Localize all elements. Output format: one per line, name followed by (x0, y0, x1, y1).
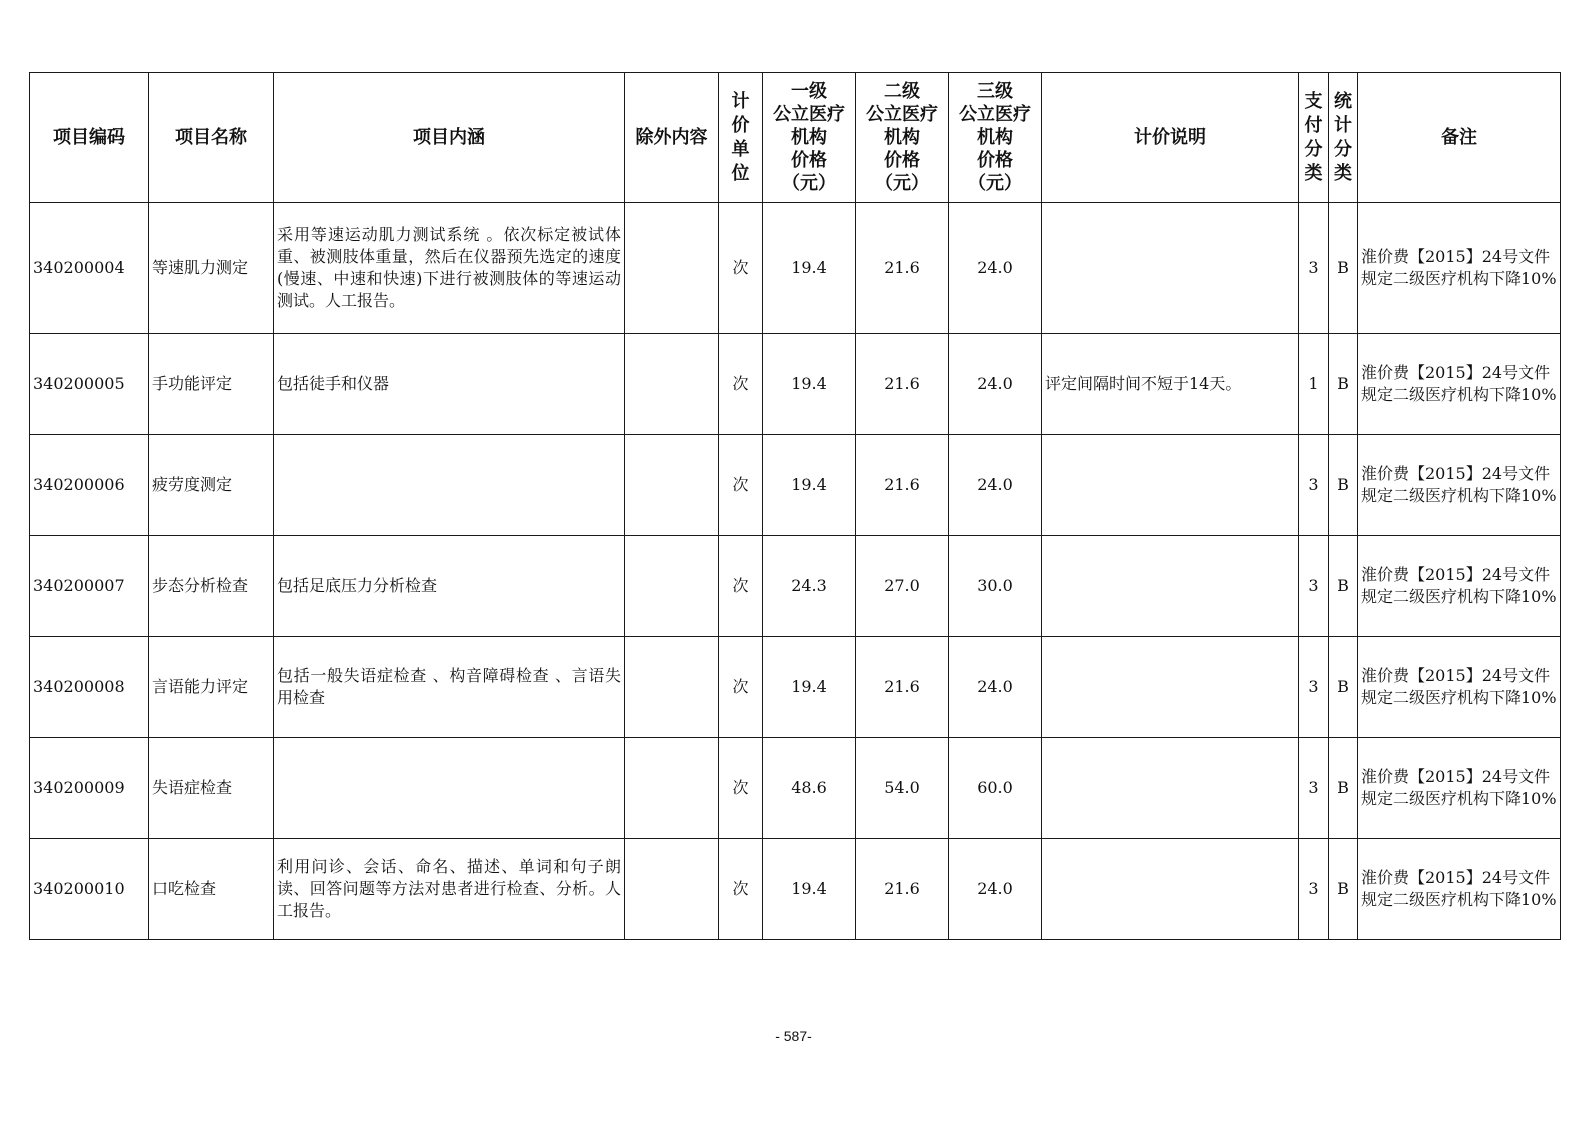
cell-unit: 次 (719, 839, 763, 940)
table-row (30, 536, 1561, 637)
cell-pricing-note (1042, 839, 1299, 940)
cell-remark: 淮价费【2015】24号文件规定二级医疗机构下降10% (1358, 738, 1561, 839)
cell-code: 340200006 (30, 435, 149, 536)
header-price-level2-line: （元） (875, 173, 929, 194)
cell-unit: 次 (719, 738, 763, 839)
cell-price-level3: 24.0 (949, 435, 1042, 536)
cell-price-level3: 24.0 (949, 334, 1042, 435)
cell-content (274, 738, 625, 839)
cell-pricing-note (1042, 536, 1299, 637)
cell-pricing-note (1042, 738, 1299, 839)
header-price-level2-line: 价格 (884, 150, 920, 171)
cell-code: 340200010 (30, 839, 149, 940)
cell-unit: 次 (719, 536, 763, 637)
cell-price-level3: 30.0 (949, 536, 1042, 637)
cell-content: 包括足底压力分析检查 (274, 536, 625, 637)
header-pricing-note: 计价说明 (1042, 73, 1299, 203)
cell-code: 340200009 (30, 738, 149, 839)
cell-remark: 淮价费【2015】24号文件规定二级医疗机构下降10% (1358, 435, 1561, 536)
cell-remark: 淮价费【2015】24号文件规定二级医疗机构下降10% (1358, 334, 1561, 435)
page-number: - 587- (775, 1028, 812, 1044)
header-statistics-class (1329, 73, 1358, 203)
cell-price-level1: 19.4 (763, 203, 856, 334)
header-code: 项目编码 (30, 73, 149, 203)
cell-payment-class: 3 (1299, 435, 1329, 536)
cell-pricing-note (1042, 203, 1299, 334)
cell-exclusions (625, 334, 719, 435)
header-price-level2-line: 机构 (884, 127, 920, 148)
cell-payment-class: 3 (1299, 839, 1329, 940)
cell-price-level1: 19.4 (763, 839, 856, 940)
header-price-level1-line: 机构 (791, 127, 827, 148)
cell-price-level1: 19.4 (763, 637, 856, 738)
header-unit-text: 计价单位 (731, 90, 750, 184)
header-price-level1-line: 价格 (791, 150, 827, 171)
header-price-level3-line: 机构 (977, 127, 1013, 148)
cell-statistics-class: B (1329, 536, 1358, 637)
header-price-level1 (763, 73, 856, 203)
header-exclusions: 除外内容 (625, 73, 719, 203)
header-price-level1-line: 一级 (791, 81, 827, 102)
cell-name: 口吃检查 (149, 839, 274, 940)
table-row (30, 738, 1561, 839)
cell-name: 失语症检查 (149, 738, 274, 839)
cell-price-level2: 27.0 (856, 536, 949, 637)
cell-unit: 次 (719, 203, 763, 334)
cell-statistics-class: B (1329, 203, 1358, 334)
header-price-level2-line: 公立医疗 (866, 104, 938, 125)
cell-pricing-note (1042, 435, 1299, 536)
header-payment-class-text: 支付分类 (1304, 90, 1323, 184)
cell-name: 步态分析检查 (149, 536, 274, 637)
cell-price-level1: 19.4 (763, 334, 856, 435)
cell-remark: 淮价费【2015】24号文件规定二级医疗机构下降10% (1358, 637, 1561, 738)
header-name: 项目名称 (149, 73, 274, 203)
cell-content: 采用等速运动肌力测试系统 。依次标定被试体重、被测肢体重量，然后在仪器预先选定的速度(慢速、中速和快速)下进行被测肢体的等速运动测试。人工报告。 (274, 203, 625, 334)
table-header (30, 73, 1561, 203)
cell-price-level3: 60.0 (949, 738, 1042, 839)
cell-price-level1: 19.4 (763, 435, 856, 536)
price-table (29, 72, 1561, 940)
header-price-level2 (856, 73, 949, 203)
header-statistics-class-text: 统计分类 (1333, 90, 1352, 184)
cell-code: 340200004 (30, 203, 149, 334)
cell-payment-class: 3 (1299, 637, 1329, 738)
table-body (30, 203, 1561, 940)
cell-exclusions (625, 536, 719, 637)
cell-price-level2: 54.0 (856, 738, 949, 839)
cell-payment-class: 3 (1299, 738, 1329, 839)
cell-price-level2: 21.6 (856, 637, 949, 738)
cell-content: 包括一般失语症检查 、构音障碍检查 、言语失用检查 (274, 637, 625, 738)
cell-statistics-class: B (1329, 435, 1358, 536)
table-row (30, 435, 1561, 536)
header-payment-class (1299, 73, 1329, 203)
header-price-level3-line: 公立医疗 (959, 104, 1031, 125)
cell-name: 手功能评定 (149, 334, 274, 435)
cell-exclusions (625, 839, 719, 940)
table-row (30, 203, 1561, 334)
cell-exclusions (625, 637, 719, 738)
cell-name: 等速肌力测定 (149, 203, 274, 334)
cell-payment-class: 1 (1299, 334, 1329, 435)
cell-price-level3: 24.0 (949, 203, 1042, 334)
cell-remark: 淮价费【2015】24号文件规定二级医疗机构下降10% (1358, 536, 1561, 637)
cell-statistics-class: B (1329, 637, 1358, 738)
header-price-level3 (949, 73, 1042, 203)
cell-remark: 淮价费【2015】24号文件规定二级医疗机构下降10% (1358, 203, 1561, 334)
header-price-level3-line: 价格 (977, 150, 1013, 171)
cell-name: 言语能力评定 (149, 637, 274, 738)
cell-price-level3: 24.0 (949, 839, 1042, 940)
cell-price-level2: 21.6 (856, 435, 949, 536)
cell-payment-class: 3 (1299, 536, 1329, 637)
header-price-level1-line: （元） (782, 173, 836, 194)
table-row (30, 334, 1561, 435)
header-content: 项目内涵 (274, 73, 625, 203)
cell-price-level2: 21.6 (856, 334, 949, 435)
cell-pricing-note: 评定间隔时间不短于14天。 (1042, 334, 1299, 435)
cell-unit: 次 (719, 637, 763, 738)
cell-price-level2: 21.6 (856, 203, 949, 334)
header-price-level3-line: （元） (968, 173, 1022, 194)
cell-exclusions (625, 203, 719, 334)
header-unit (719, 73, 763, 203)
header-price-level3-line: 三级 (977, 81, 1013, 102)
cell-unit: 次 (719, 334, 763, 435)
header-price-level2-line: 二级 (884, 81, 920, 102)
cell-content: 包括徒手和仪器 (274, 334, 625, 435)
cell-statistics-class: B (1329, 738, 1358, 839)
cell-code: 340200005 (30, 334, 149, 435)
cell-pricing-note (1042, 637, 1299, 738)
header-remark: 备注 (1358, 73, 1561, 203)
table-row (30, 839, 1561, 940)
cell-price-level2: 21.6 (856, 839, 949, 940)
cell-remark: 淮价费【2015】24号文件规定二级医疗机构下降10% (1358, 839, 1561, 940)
cell-unit: 次 (719, 435, 763, 536)
cell-content: 利用问诊、会话、命名、描述、单词和句子朗读、回答问题等方法对患者进行检查、分析。人工报告。 (274, 839, 625, 940)
cell-price-level1: 24.3 (763, 536, 856, 637)
cell-content (274, 435, 625, 536)
cell-statistics-class: B (1329, 334, 1358, 435)
cell-price-level1: 48.6 (763, 738, 856, 839)
cell-code: 340200007 (30, 536, 149, 637)
table-row (30, 637, 1561, 738)
cell-name: 疲劳度测定 (149, 435, 274, 536)
cell-exclusions (625, 435, 719, 536)
cell-statistics-class: B (1329, 839, 1358, 940)
cell-code: 340200008 (30, 637, 149, 738)
cell-exclusions (625, 738, 719, 839)
cell-payment-class: 3 (1299, 203, 1329, 334)
header-price-level1-line: 公立医疗 (773, 104, 845, 125)
cell-price-level3: 24.0 (949, 637, 1042, 738)
